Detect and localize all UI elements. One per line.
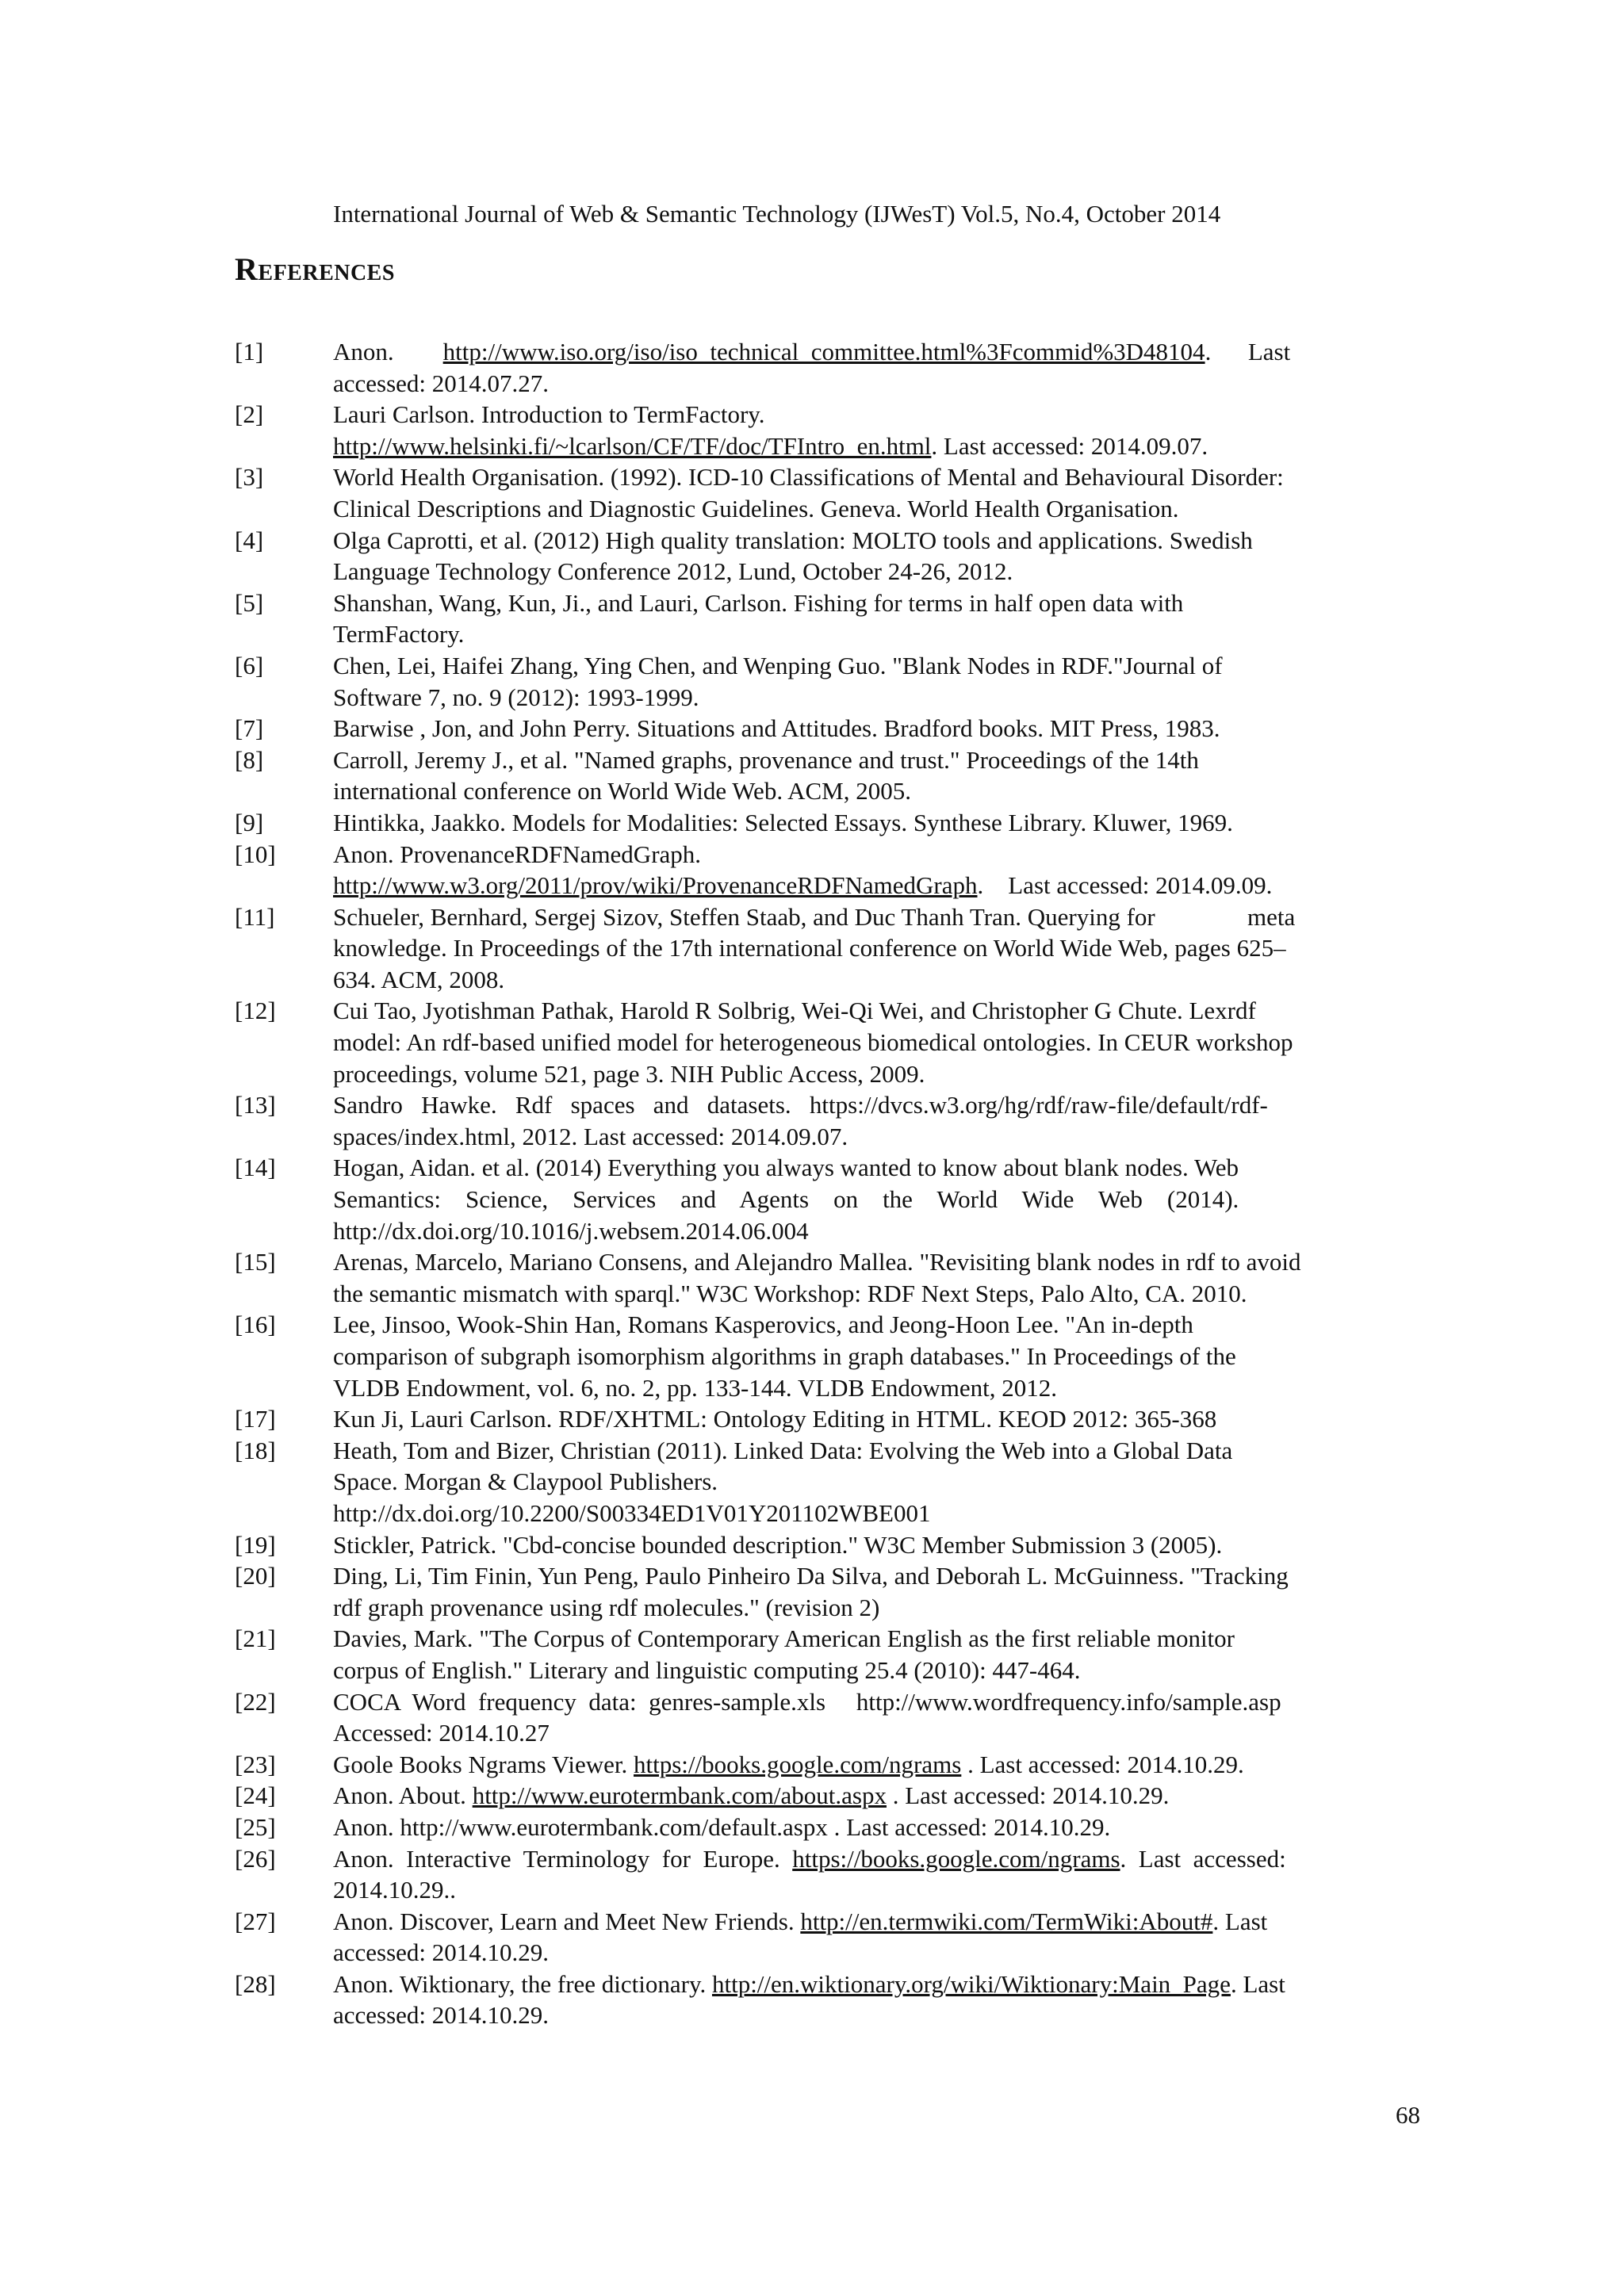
reference-line <box>333 1780 1424 1812</box>
reference-item <box>235 901 1424 996</box>
reference-line <box>333 1152 1424 1184</box>
reference-line <box>333 682 1424 714</box>
reference-text <box>333 1246 1424 1309</box>
reference-text <box>333 461 1424 524</box>
reference-link[interactable]: http://www.helsinki.fi/~lcarlson/CF/TF/doc/TFIntro_en.html <box>333 431 932 460</box>
reference-line <box>333 1655 1424 1686</box>
reference-item <box>235 336 1424 399</box>
reference-item <box>235 587 1424 650</box>
reference-number: [3] <box>235 463 264 492</box>
reference-segment: Sandro Hawke. Rdf spaces and datasets. https://dvcs.w3.org/hg/rdf/raw-file/default/rdf- <box>333 1091 1268 1119</box>
reference-line <box>333 1246 1424 1278</box>
reference-segment: Carroll, Jeremy J., et al. "Named graphs, provenance and trust." Proceedings of the 14th <box>333 745 1199 774</box>
reference-segment: Anon. Discover, Learn and Meet New Friends. <box>333 1907 801 1935</box>
reference-line <box>333 1749 1424 1781</box>
reference-text <box>333 399 1424 461</box>
reference-link[interactable]: http://en.termwiki.com/TermWiki:About# <box>800 1907 1213 1935</box>
reference-segment: Anon. Wiktionary, the free dictionary. <box>333 1969 712 1998</box>
reference-segment: Lee, Jinsoo, Wook-Shin Han, Romans Kasperovics, and Jeong-Hoon Lee. "An in-depth <box>333 1311 1193 1339</box>
reference-line <box>333 493 1424 525</box>
reference-line <box>333 1529 1424 1561</box>
reference-text <box>333 1623 1424 1686</box>
reference-item <box>235 1812 1424 1843</box>
reference-text <box>333 1780 1424 1812</box>
reference-line <box>333 1435 1424 1467</box>
reference-line <box>333 1341 1424 1372</box>
reference-segment: model: An rdf-based unified model for heterogeneous biomedical ontologies. In CEUR workshop <box>333 1028 1293 1057</box>
reference-list <box>235 336 1424 2031</box>
reference-text <box>333 744 1424 807</box>
reference-number: [16] <box>235 1311 276 1339</box>
reference-line <box>333 1089 1424 1121</box>
reference-number: [15] <box>235 1248 276 1276</box>
reference-segment: proceedings, volume 521, page 3. NIH Public Access, 2009. <box>333 1059 925 1088</box>
reference-text <box>333 1812 1424 1843</box>
reference-line <box>333 713 1424 744</box>
reference-item <box>235 807 1424 839</box>
reference-segment: Goole Books Ngrams Viewer. <box>333 1750 634 1778</box>
reference-link[interactable]: http://www.iso.org/iso/iso_technical_committee.html%3Fcommid%3D48104 <box>442 338 1205 365</box>
reference-line <box>333 1403 1424 1435</box>
reference-line <box>333 1874 1424 1906</box>
reference-text <box>333 713 1424 744</box>
reference-link[interactable]: http://en.wiktionary.org/wiki/Wiktionary:Main_Page <box>711 1969 1231 1998</box>
reference-item <box>235 1152 1424 1246</box>
page-number: 68 <box>1396 2101 1420 2129</box>
reference-line <box>333 1184 1424 1215</box>
reference-segment: the semantic mismatch with sparql." W3C Workshop: RDF Next Steps, Palo Alto, CA. 2010. <box>333 1279 1247 1307</box>
reference-line <box>333 901 1424 933</box>
reference-segment: international conference on World Wide Web. ACM, 2005. <box>333 777 911 806</box>
reference-text <box>333 1969 1424 2031</box>
reference-item <box>235 995 1424 1089</box>
reference-text <box>333 995 1424 1089</box>
references-heading: References <box>235 251 395 287</box>
reference-item <box>235 1560 1424 1623</box>
reference-number: [1] <box>235 338 264 365</box>
reference-item <box>235 1969 1424 2031</box>
reference-text <box>333 1560 1424 1623</box>
reference-text <box>333 1403 1424 1435</box>
reference-segment: Ding, Li, Tim Finin, Yun Peng, Paulo Pinheiro Da Silva, and Deborah L. McGuinness. "Tracking <box>333 1562 1289 1590</box>
reference-segment: Anon. ProvenanceRDFNamedGraph. <box>333 840 702 868</box>
reference-line <box>333 995 1424 1027</box>
reference-line <box>333 839 1424 871</box>
reference-segment: Semantics: Science, Services and Agents on the World Wide Web (2014). <box>333 1185 1239 1214</box>
reference-item <box>235 839 1424 901</box>
reference-segment: Language Technology Conference 2012, Lund, October 24-26, 2012. <box>333 557 1013 586</box>
reference-segment: World Health Organisation. (1992). ICD-10 Classifications of Mental and Behavioural Disorder: <box>333 463 1284 492</box>
reference-segment: Anon. http://www.eurotermbank.com/default.aspx . Last accessed: 2014.10.29. <box>333 1812 1111 1841</box>
reference-segment: . Last accessed: 2014.10.29. <box>961 1750 1244 1778</box>
reference-segment: COCA Word frequency data: genres-sample.xls http://www.wordfrequency.info/sample.asp <box>333 1687 1281 1716</box>
reference-item <box>235 1906 1424 1969</box>
reference-segment: . Last accessed: 2014.09.09. <box>977 871 1273 900</box>
reference-line <box>333 587 1424 619</box>
reference-text <box>333 1152 1424 1246</box>
reference-number: [2] <box>235 400 264 429</box>
reference-line <box>333 556 1424 587</box>
reference-line <box>333 1592 1424 1624</box>
reference-item <box>235 1309 1424 1403</box>
reference-line <box>333 368 1424 400</box>
reference-number: [22] <box>235 1687 276 1716</box>
reference-line <box>333 430 1424 462</box>
reference-segment: . Last <box>1230 1969 1285 1998</box>
reference-number: [25] <box>235 1812 276 1841</box>
reference-link[interactable]: http://www.w3.org/2011/prov/wiki/ProvenanceRDFNamedGraph <box>333 871 978 900</box>
reference-number: [24] <box>235 1781 276 1810</box>
reference-segment: Software 7, no. 9 (2012): 1993-1999. <box>333 683 699 711</box>
reference-number: [6] <box>235 651 264 679</box>
reference-number: [26] <box>235 1844 276 1873</box>
reference-segment: comparison of subgraph isomorphism algorithms in graph databases." In Proceedings of the <box>333 1342 1236 1370</box>
reference-line <box>333 1623 1424 1655</box>
reference-line <box>333 775 1424 807</box>
reference-text <box>333 336 1424 399</box>
reference-segment: Kun Ji, Lauri Carlson. RDF/XHTML: Ontology Editing in HTML. KEOD 2012: 365-368 <box>333 1405 1217 1433</box>
reference-segment: spaces/index.html, 2012. Last accessed: 2014.09.07. <box>333 1122 848 1150</box>
reference-text <box>333 901 1424 996</box>
reference-line <box>333 1937 1424 1969</box>
reference-number: [20] <box>235 1562 276 1590</box>
reference-segment: . Last <box>1205 338 1291 365</box>
reference-segment: knowledge. In Proceedings of the 17th international conference on World Wide Web, pages 625– <box>333 934 1286 962</box>
reference-item <box>235 399 1424 461</box>
reference-segment: . Last <box>1212 1907 1268 1935</box>
reference-line <box>333 1686 1424 1718</box>
reference-link[interactable]: http://www.eurotermbank.com/about.aspx <box>472 1781 887 1810</box>
reference-line <box>333 525 1424 557</box>
reference-number: [4] <box>235 526 264 554</box>
reference-number: [13] <box>235 1091 276 1119</box>
reference-number: [11] <box>235 902 275 931</box>
reference-segment: Anon. <box>333 338 443 365</box>
reference-text <box>333 1089 1424 1152</box>
reference-line <box>333 1278 1424 1310</box>
reference-segment: Shanshan, Wang, Kun, Ji., and Lauri, Carlson. Fishing for terms in half open data with <box>333 588 1184 617</box>
reference-segment: http://dx.doi.org/10.2200/S00334ED1V01Y201102WBE001 <box>333 1498 931 1527</box>
reference-number: [9] <box>235 808 264 836</box>
reference-number: [19] <box>235 1530 276 1559</box>
reference-text <box>333 1435 1424 1529</box>
reference-line <box>333 1058 1424 1090</box>
reference-segment: Stickler, Patrick. "Cbd-concise bounded description." W3C Member Submission 3 (2005). <box>333 1530 1223 1559</box>
reference-number: [27] <box>235 1907 276 1935</box>
reference-line <box>333 618 1424 650</box>
reference-item <box>235 713 1424 744</box>
reference-segment: Barwise , Jon, and John Perry. Situations and Attitudes. Bradford books. MIT Press, 1983. <box>333 714 1220 743</box>
reference-number: [7] <box>235 714 264 743</box>
reference-line <box>333 1309 1424 1341</box>
reference-segment: Cui Tao, Jyotishman Pathak, Harold R Solbrig, Wei-Qi Wei, and Christopher G Chute. Lexrdf <box>333 997 1256 1025</box>
reference-segment: Accessed: 2014.10.27 <box>333 1719 550 1747</box>
reference-number: [17] <box>235 1405 276 1433</box>
reference-segment: Anon. Interactive Terminology for Europe. <box>333 1844 793 1873</box>
reference-line <box>333 336 1424 368</box>
reference-item <box>235 1843 1424 1906</box>
reference-line <box>333 744 1424 776</box>
reference-text <box>333 1843 1424 1906</box>
reference-segment: Anon. About. <box>333 1781 473 1810</box>
reference-text <box>333 1309 1424 1403</box>
reference-line <box>333 1906 1424 1938</box>
reference-line <box>333 1121 1424 1153</box>
reference-segment: corpus of English." Literary and linguistic computing 25.4 (2010): 447-464. <box>333 1655 1081 1684</box>
reference-item <box>235 525 1424 587</box>
reference-text <box>333 1529 1424 1561</box>
reference-segment: 2014.10.29.. <box>333 1876 456 1904</box>
reference-segment: Chen, Lei, Haifei Zhang, Ying Chen, and Wenping Guo. "Blank Nodes in RDF."Journal of <box>333 651 1223 679</box>
reference-segment: Space. Morgan & Claypool Publishers. <box>333 1468 718 1496</box>
reference-line <box>333 399 1424 430</box>
reference-segment: accessed: 2014.07.27. <box>333 369 550 397</box>
reference-text <box>333 1686 1424 1749</box>
reference-text <box>333 650 1424 713</box>
reference-item <box>235 461 1424 524</box>
reference-item <box>235 1529 1424 1561</box>
reference-segment: 634. ACM, 2008. <box>333 965 505 993</box>
reference-line <box>333 1999 1424 2031</box>
reference-line <box>333 1812 1424 1843</box>
reference-number: [5] <box>235 588 264 617</box>
reference-line <box>333 807 1424 839</box>
reference-item <box>235 1246 1424 1309</box>
reference-line <box>333 650 1424 682</box>
reference-number: [8] <box>235 745 264 774</box>
reference-segment: . Last accessed: <box>1120 1844 1286 1873</box>
reference-segment: accessed: 2014.10.29. <box>333 1938 550 1967</box>
reference-line <box>333 964 1424 996</box>
reference-segment: Lauri Carlson. Introduction to TermFactory. <box>333 400 765 429</box>
reference-text <box>333 525 1424 587</box>
reference-segment: accessed: 2014.10.29. <box>333 2001 550 2030</box>
reference-text <box>333 839 1424 901</box>
reference-line <box>333 870 1424 901</box>
reference-link[interactable]: https://books.google.com/ngrams <box>792 1844 1120 1873</box>
reference-line <box>333 1498 1424 1529</box>
reference-number: [23] <box>235 1750 276 1778</box>
reference-segment: VLDB Endowment, vol. 6, no. 2, pp. 133-144. VLDB Endowment, 2012. <box>333 1373 1058 1402</box>
reference-segment: Davies, Mark. "The Corpus of Contemporary American English as the first reliable monitor <box>333 1624 1235 1653</box>
reference-text <box>333 1749 1424 1781</box>
reference-line <box>333 932 1424 964</box>
reference-line <box>333 1969 1424 2000</box>
reference-link[interactable]: https://books.google.com/ngrams <box>634 1750 962 1778</box>
reference-segment: . Last accessed: 2014.10.29. <box>886 1781 1170 1810</box>
reference-number: [21] <box>235 1624 276 1653</box>
reference-line <box>333 1717 1424 1749</box>
reference-segment: Hintikka, Jaakko. Models for Modalities: Selected Essays. Synthese Library. Kluwer, 1969. <box>333 808 1233 836</box>
reference-item <box>235 1623 1424 1686</box>
running-header: International Journal of Web & Semantic Technology (IJWesT) Vol.5, No.4, October 2014 <box>333 200 1221 228</box>
reference-text <box>333 807 1424 839</box>
reference-item <box>235 1686 1424 1749</box>
reference-item <box>235 1780 1424 1812</box>
reference-line <box>333 1466 1424 1498</box>
reference-segment: Arenas, Marcelo, Mariano Consens, and Alejandro Mallea. "Revisiting blank nodes in rdf to avoid <box>333 1248 1301 1276</box>
reference-segment: http://dx.doi.org/10.1016/j.websem.2014.06.004 <box>333 1216 809 1245</box>
reference-segment: Heath, Tom and Bizer, Christian (2011). Linked Data: Evolving the Web into a Global Data <box>333 1436 1233 1464</box>
reference-segment: Olga Caprotti, et al. (2012) High quality translation: MOLTO tools and applications. Swedish <box>333 526 1253 554</box>
reference-item <box>235 1403 1424 1435</box>
reference-item <box>235 1435 1424 1529</box>
reference-line <box>333 1560 1424 1592</box>
reference-line <box>333 1843 1424 1875</box>
reference-item <box>235 1089 1424 1152</box>
reference-segment: Hogan, Aidan. et al. (2014) Everything you always wanted to know about blank nodes. Web <box>333 1154 1239 1182</box>
reference-line <box>333 461 1424 493</box>
reference-number: [18] <box>235 1436 276 1464</box>
reference-line <box>333 1027 1424 1058</box>
reference-text <box>333 587 1424 650</box>
reference-text <box>333 1906 1424 1969</box>
reference-number: [14] <box>235 1154 276 1182</box>
reference-segment: Clinical Descriptions and Diagnostic Guidelines. Geneva. World Health Organisation. <box>333 494 1179 522</box>
reference-line <box>333 1372 1424 1404</box>
reference-item <box>235 650 1424 713</box>
reference-number: [12] <box>235 997 276 1025</box>
reference-segment: TermFactory. <box>333 620 465 649</box>
reference-segment: . Last accessed: 2014.09.07. <box>931 431 1208 460</box>
reference-segment: rdf graph provenance using rdf molecules." (revision 2) <box>333 1593 880 1621</box>
reference-number: [10] <box>235 840 276 868</box>
reference-line <box>333 1215 1424 1247</box>
reference-item <box>235 744 1424 807</box>
reference-segment: Schueler, Bernhard, Sergej Sizov, Steffen Staab, and Duc Thanh Tran. Querying for meta <box>333 902 1296 931</box>
reference-item <box>235 1749 1424 1781</box>
reference-number: [28] <box>235 1969 276 1998</box>
